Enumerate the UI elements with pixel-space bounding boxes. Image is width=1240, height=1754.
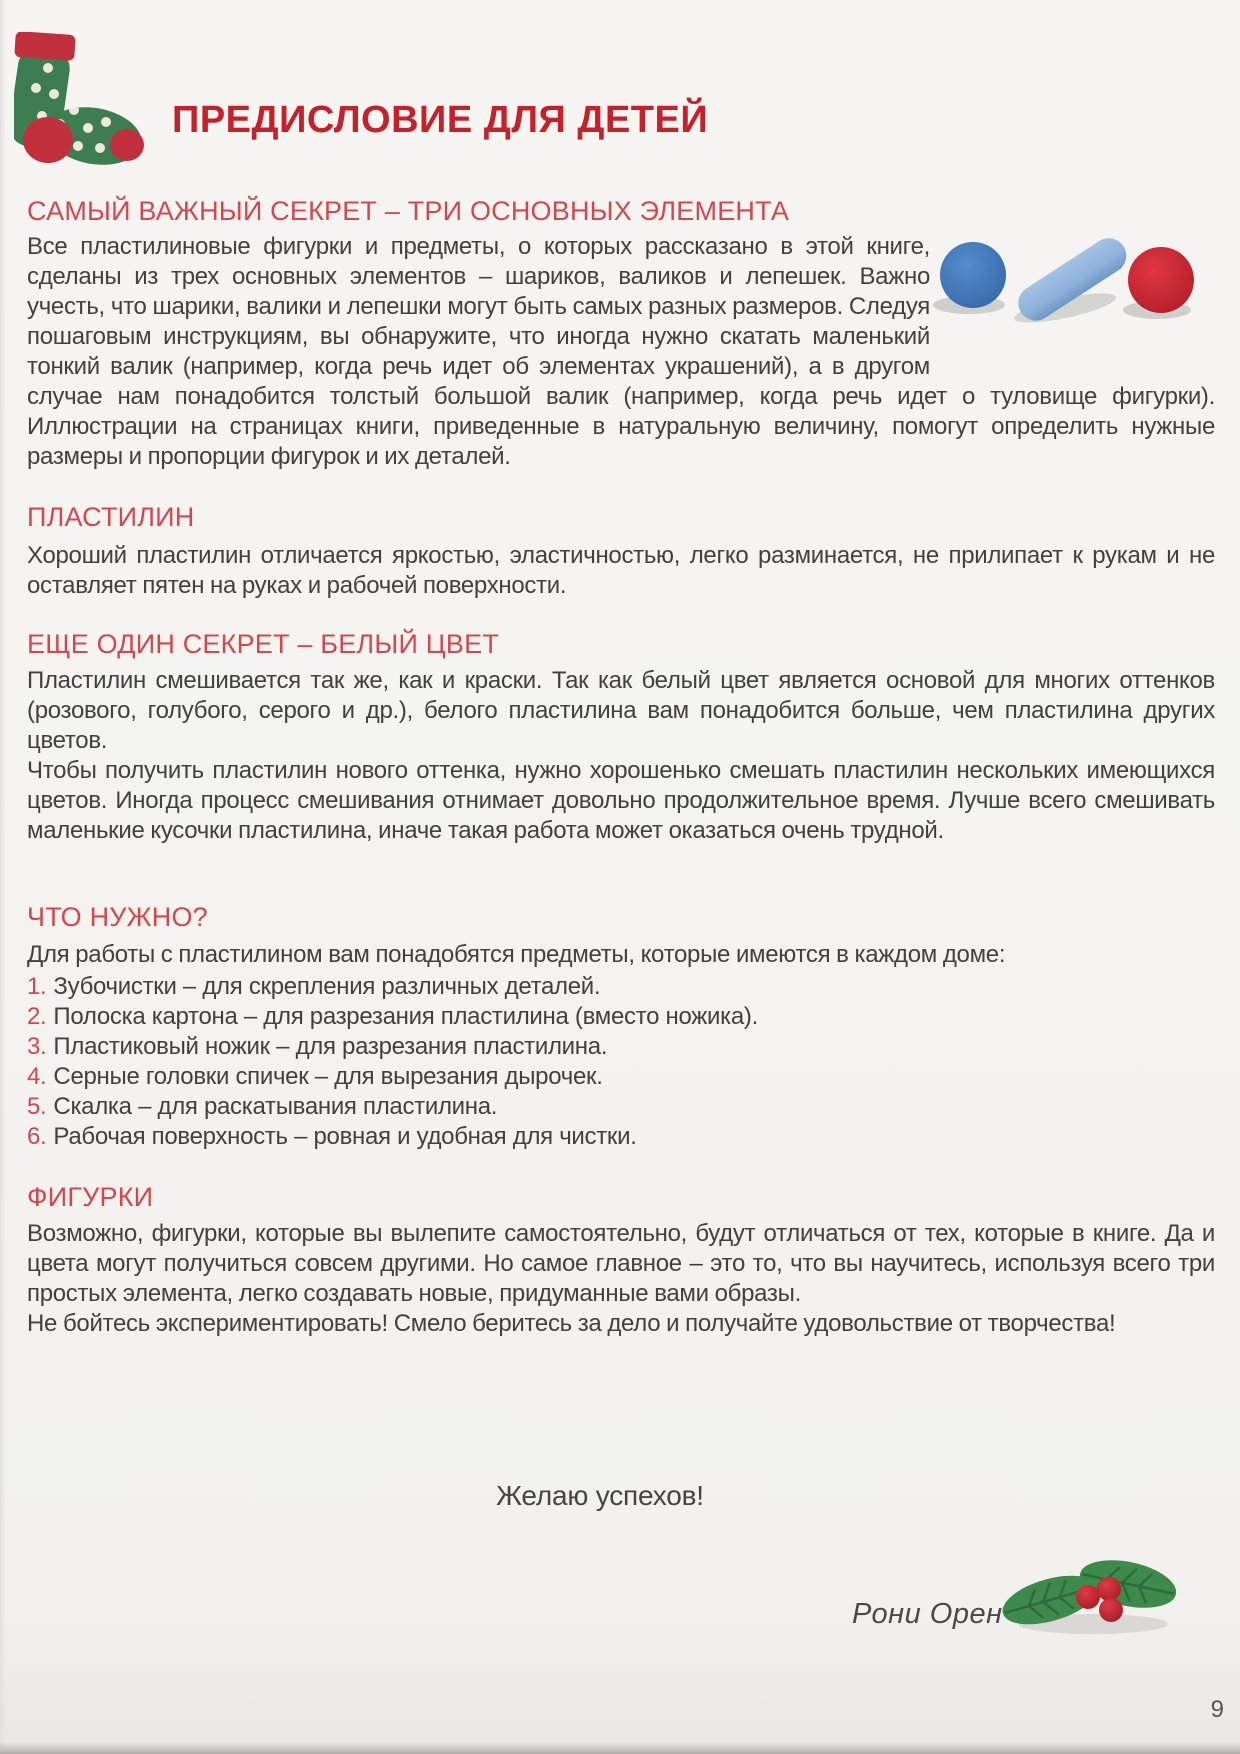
list-item-text: Скалка – для раскатывания пластилина.	[53, 1093, 498, 1120]
list-item	[27, 1002, 1215, 1032]
page-number: 9	[1210, 1696, 1224, 1723]
paragraph-text: Не бойтесь экспериментировать! Смело беритесь за дело и получайте удовольствие от творчества!	[27, 1310, 1116, 1337]
list-item	[27, 1122, 1215, 1152]
holly-icon	[998, 1544, 1183, 1646]
tools-list	[27, 972, 1215, 1152]
list-item-text: Зубочистки – для скрепления различных деталей.	[53, 973, 601, 1000]
holly-berry	[1097, 1577, 1121, 1601]
paragraph-text: Чтобы получить пластилин нового оттенка, нужно хорошенько смешать пластилин нескольких имеющихся цветов. Иногда процесс смешивания отнимает довольно продолжительное время. Лучше всего смешивать маленькие кусочки пластилина, иначе такая работа может оказаться очень трудной.	[27, 757, 1215, 844]
list-item-text: Серные головки спичек – для вырезания дырочек.	[53, 1063, 603, 1090]
paragraph-what-needed-intro	[27, 940, 1215, 970]
list-item	[27, 1092, 1215, 1122]
section-heading-figures: ФИГУРКИ	[27, 1182, 154, 1212]
paragraph-text: Пластилин смешивается так же, как и краски. Так как белый цвет является основой для многих оттенков (розового, голубого, серого и др.), белого пластилина вам понадобится больше, чем пластилина других цветов.	[27, 667, 1215, 754]
plasticine-image-gap	[930, 232, 1215, 357]
list-item-text: Рабочая поверхность – ровная и удобная для чистки.	[53, 1123, 637, 1150]
paragraph-figures	[27, 1219, 1215, 1339]
paragraph-text: Все пластилиновые фигурки и предметы, о которых рассказано в этой книге, сделаны из трех основных элементов – шариков, валиков и лепешек. Важно учесть, что шарики, валики и лепешки могут быть самых разных размеров. Следуя пошаговым инструкциям, вы обнаружите, что иногда нужно скатать маленький тонкий валик (например, когда речь идет об элементах украшений), а в другом случае нам понадобится толстый большой валик (например, когда речь идет о туловище фигурки). Иллюстрации на страницах книги, приведенные в натуральную величину, помогут определить нужные размеры и пропорции фигурок и их деталей.	[27, 233, 1215, 470]
paragraph-text: Для работы с пластилином вам понадобятся предметы, которые имеются в каждом доме:	[27, 941, 1006, 968]
holly-berry	[1099, 1598, 1123, 1622]
holly-berry	[1076, 1585, 1100, 1609]
list-item-number: 5.	[27, 1093, 47, 1120]
list-item-number: 1.	[27, 973, 47, 1000]
list-item-number: 2.	[27, 1003, 47, 1030]
paragraph-text: Хороший пластилин отличается яркостью, эластичностью, легко разминается, не прилипает к рукам и не оставляет пятен на руках и рабочей поверхности.	[27, 542, 1215, 599]
page-bottom-edge	[0, 1742, 1240, 1754]
paragraph-plasticine	[27, 541, 1215, 601]
sock-icon	[14, 32, 150, 174]
paragraph-main-secret	[27, 232, 1215, 472]
list-item-text: Полоска картона – для разрезания пластилина (вместо ножика).	[53, 1003, 758, 1030]
author-signature: Рони Орен	[852, 1598, 1003, 1630]
paragraph-white-color	[27, 666, 1215, 846]
section-heading-plasticine: ПЛАСТИЛИН	[27, 502, 195, 532]
list-item	[27, 1032, 1215, 1062]
list-item-number: 4.	[27, 1063, 47, 1090]
section-heading-main-secret: САМЫЙ ВАЖНЫЙ СЕКРЕТ – ТРИ ОСНОВНЫХ ЭЛЕМЕНТА	[27, 196, 790, 226]
page-title: ПРЕДИСЛОВИЕ ДЛЯ ДЕТЕЙ	[172, 99, 709, 141]
list-item-number: 6.	[27, 1123, 47, 1150]
section-heading-white-color: ЕЩЕ ОДИН СЕКРЕТ – БЕЛЫЙ ЦВЕТ	[27, 629, 500, 659]
list-item-number: 3.	[27, 1033, 47, 1060]
section-heading-what-needed: ЧТО НУЖНО?	[27, 902, 208, 932]
list-item-text: Пластиковый ножик – для разрезания пластилина.	[53, 1033, 608, 1060]
closing-line: Желаю успехов!	[496, 1480, 704, 1511]
list-item	[27, 1062, 1215, 1092]
list-item	[27, 972, 1215, 1002]
paragraph-text: Возможно, фигурки, которые вы вылепите самостоятельно, будут отличаться от тех, которые в книге. Да и цвета могут получиться совсем другими. Но самое главное – это то, что вы научитесь, используя всего три простых элемента, легко создавать новые, придуманные вами образы.	[27, 1220, 1215, 1307]
